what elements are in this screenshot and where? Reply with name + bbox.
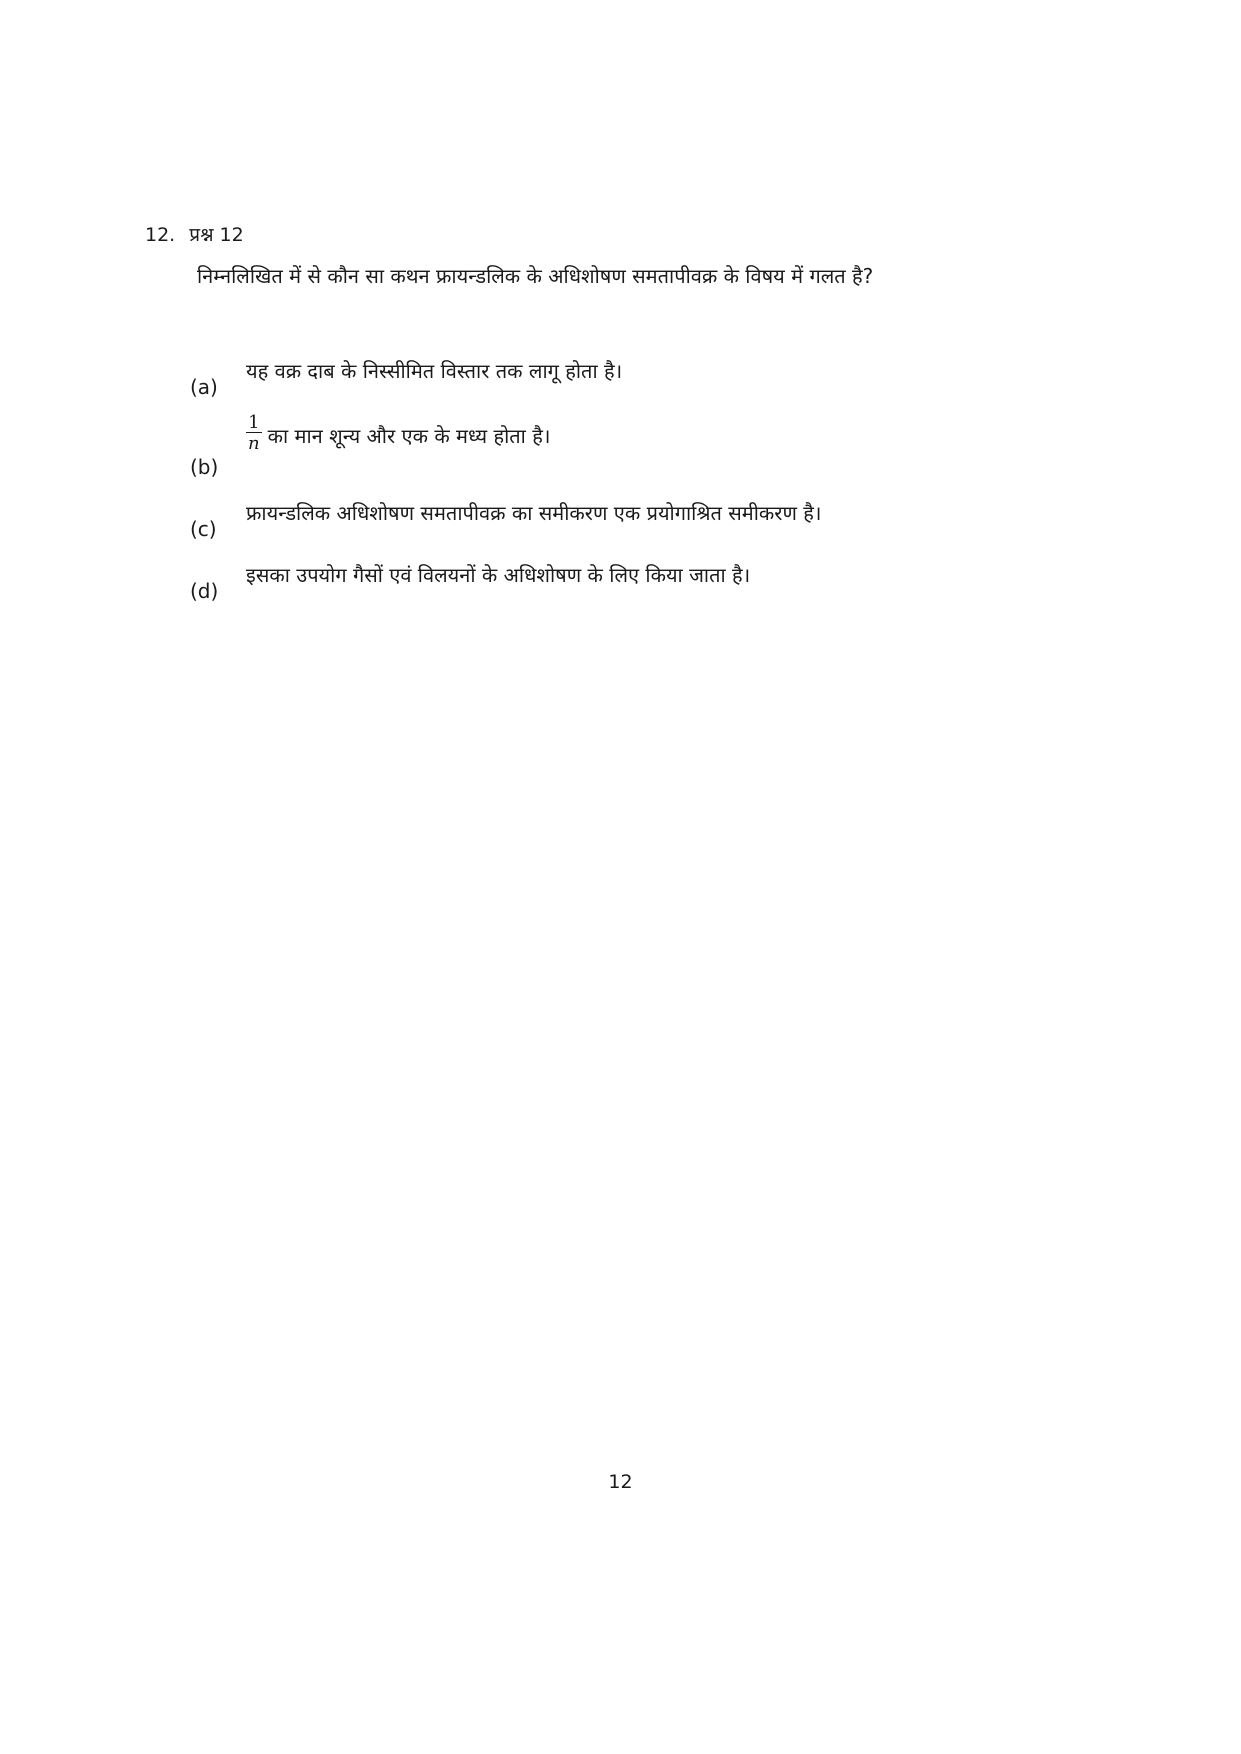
option-text-wrap: [246, 412, 551, 457]
option-text: का मान शून्य और एक के मध्य होता है।: [267, 424, 551, 448]
option-d[interactable]: [190, 562, 950, 622]
question-text: निम्नलिखित में से कौन सा कथन फ्रायन्डलिक के अधिशोषण समतापीवक्र के विषय में गलत है?: [197, 264, 874, 288]
question-title: प्रश्न 12: [189, 224, 244, 246]
option-text: यह वक्र दाब के निस्सीमित विस्तार तक लागू होता है।: [246, 359, 623, 383]
option-label: (c): [190, 517, 217, 541]
option-a[interactable]: [190, 358, 950, 418]
option-c[interactable]: [190, 500, 950, 560]
option-text: इसका उपयोग गैसों एवं विलयनों के अधिशोषण के लिए किया जाता है।: [246, 563, 751, 587]
option-label: (d): [190, 579, 219, 603]
page-number: 12: [608, 1471, 633, 1493]
question-number: 12.: [145, 224, 176, 246]
option-label: (a): [190, 375, 218, 399]
option-text: फ्रायन्डलिक अधिशोषण समतापीवक्र का समीकरण एक प्रयोगाश्रित समीकरण है।: [246, 501, 822, 525]
fraction-denominator: n: [248, 433, 260, 454]
option-label: (b): [190, 455, 219, 479]
option-b[interactable]: [190, 412, 950, 488]
question-heading: [145, 222, 244, 248]
fraction-numerator: 1: [248, 412, 260, 433]
fraction-one-over-n: [246, 414, 262, 453]
